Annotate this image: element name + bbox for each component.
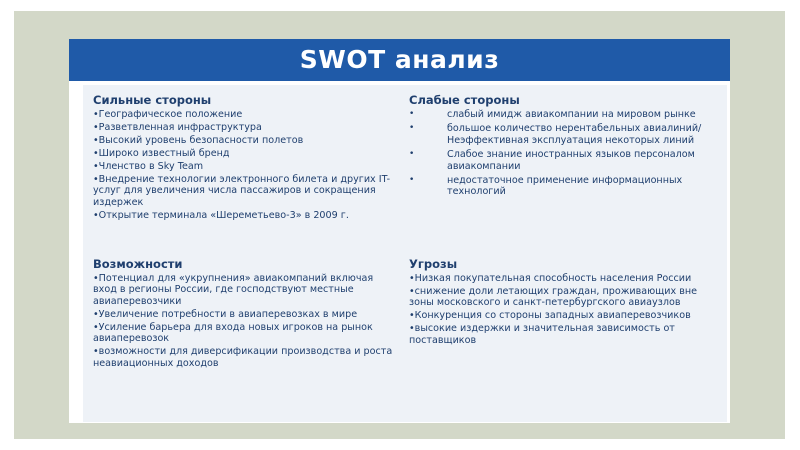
list-item: •высокие издержки и значительная зависимость от поставщиков xyxy=(409,323,675,346)
bullet-icon: • xyxy=(409,175,415,186)
strengths-list xyxy=(93,109,398,221)
bullet-icon: • xyxy=(409,149,415,160)
slide-title: SWOT анализ xyxy=(69,39,730,81)
opportunities-heading: Возможности xyxy=(93,257,183,271)
swot-content-panel xyxy=(83,85,727,422)
list-item-text: большое количество нерентабельных авиалиний/Неэффективная эксплуатация некоторых линий xyxy=(447,123,702,146)
list-item: •снижение доли летающих граждан, проживающих вне зоны московского и санкт-петербургского авиаузлов xyxy=(409,286,698,309)
list-item: •Широко известный бренд xyxy=(93,148,230,159)
weaknesses-heading: Слабые стороны xyxy=(409,93,520,107)
strengths-section xyxy=(93,93,398,223)
list-item: •возможности для диверсификации производства и роста неавиационных доходов xyxy=(93,346,393,369)
slide-frame xyxy=(14,11,785,439)
opportunities-section xyxy=(93,257,398,371)
list-item: •Высокий уровень безопасности полетов xyxy=(93,135,304,146)
list-item xyxy=(409,175,721,198)
list-item: •Членство в Sky Team xyxy=(93,161,204,172)
weaknesses-list xyxy=(409,109,721,198)
list-item: •Внедрение технологии электронного билета и других IT-услуг для увеличения числа пассажиров и сокращения издержек xyxy=(93,174,391,208)
list-item: •Усиление барьера для входа новых игроков на рынок авиаперевозок xyxy=(93,321,373,345)
list-item xyxy=(409,123,721,146)
threats-heading: Угрозы xyxy=(409,257,458,271)
list-item xyxy=(409,149,721,172)
opportunities-list xyxy=(93,273,398,369)
bullet-icon: • xyxy=(409,109,415,119)
weaknesses-section xyxy=(409,93,721,201)
threats-section xyxy=(409,257,721,348)
list-item-text: Слабое знание иностранных языков персоналом авиакомпании xyxy=(447,149,695,172)
list-item: •Низкая покупательная способность населения России xyxy=(409,273,692,284)
list-item xyxy=(409,109,721,120)
list-item: •Разветвленная инфраструктура xyxy=(93,122,262,133)
list-item-text: недостаточное применение информационных технологий xyxy=(447,175,683,198)
threats-list xyxy=(409,273,721,346)
list-item: •Открытие терминала «Шереметьево-3» в 2009 г. xyxy=(93,209,349,221)
list-item-text: слабый имидж авиакомпании на мировом рынке xyxy=(447,109,696,120)
list-item: •Увеличение потребности в авиаперевозках в мире xyxy=(93,308,358,320)
list-item: •Потенциал для «укрупнения» авиакомпаний включая вход в регионы России, где господствуют местные авиаперевозчики xyxy=(93,273,374,307)
list-item: •Географическое положение xyxy=(93,109,243,120)
list-item: •Конкуренция со стороны западных авиаперевозчиков xyxy=(409,310,691,322)
slide xyxy=(69,39,730,423)
bullet-icon: • xyxy=(409,123,415,134)
strengths-heading: Сильные стороны xyxy=(93,93,212,107)
